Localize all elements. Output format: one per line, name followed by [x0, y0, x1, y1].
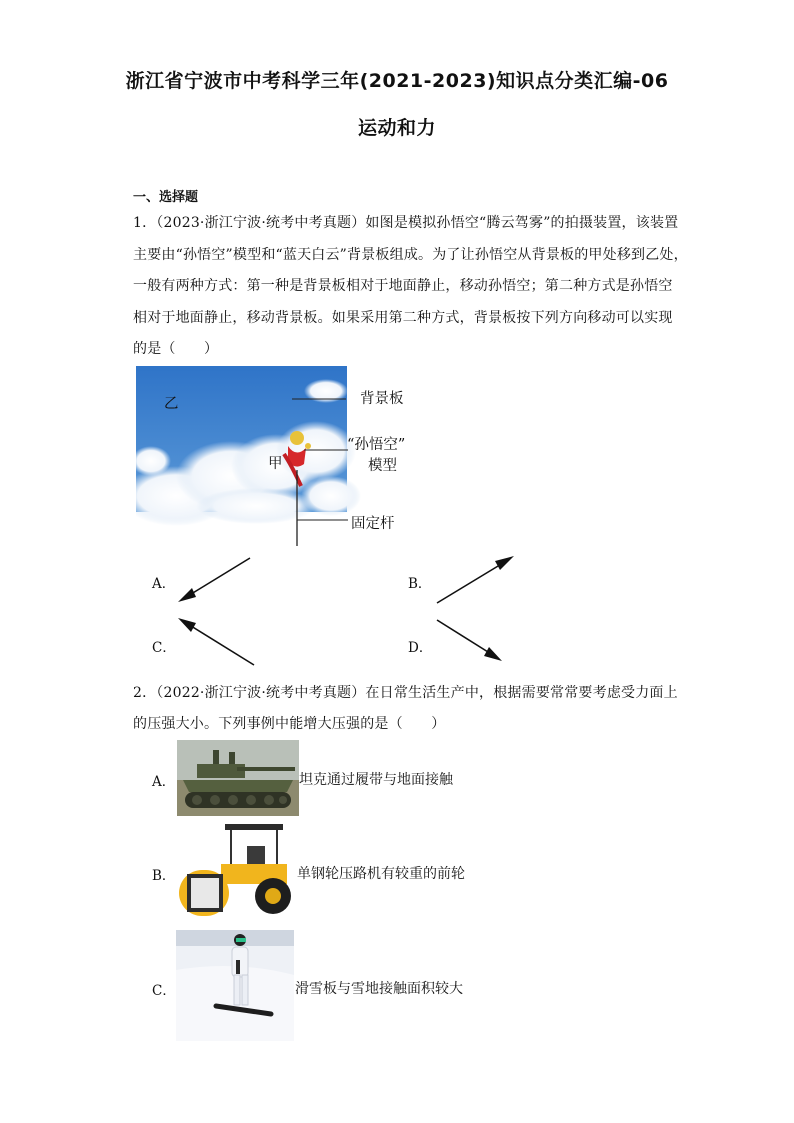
road-roller-photo [177, 822, 297, 920]
option-a-letter: A． [152, 774, 176, 790]
question-1-line: 1．（2023·浙江宁波·统考中考真题）如图是模拟孙悟空“腾云驾雾”的拍摄装置，该装置 [133, 215, 679, 231]
option-a-text: 坦克通过履带与地面接触 [299, 772, 453, 788]
document-title-line1: 浙江省宁波市中考科学三年(2021-2023)知识点分类汇编-06 [125, 70, 669, 92]
label-model-line1: “孙悟空” [347, 437, 406, 453]
document-title-line2: 运动和力 [357, 117, 436, 139]
question-1-line: 相对于地面静止，移动背景板。如果采用第二种方式，背景板按下列方向移动可以实现 [133, 310, 673, 326]
option-b-text: 单钢轮压路机有较重的前轮 [297, 866, 465, 882]
option-a-letter: A． [152, 576, 176, 592]
question-2-line: 2．（2022·浙江宁波·统考中考真题）在日常生活生产中，根据需要常常要考虑受力面上 [133, 685, 678, 701]
question-1-line: 的是（ ） [133, 341, 219, 357]
question-1-figure [136, 366, 436, 548]
option-b-letter: B． [152, 868, 176, 884]
label-model-line2: 模型 [368, 458, 397, 474]
option-d-letter: D． [408, 640, 433, 656]
option-c-arrow-up-left-icon[interactable] [170, 612, 260, 670]
option-d-arrow-down-right-icon[interactable] [432, 614, 512, 666]
label-background-board: 背景板 [360, 391, 404, 407]
snowboarder-photo [176, 930, 294, 1041]
label-fixed-rod: 固定杆 [351, 516, 395, 532]
question-1-line: 一般有两种方式：第一种是背景板相对于地面静止，移动孙悟空；第二种方式是孙悟空 [133, 278, 673, 294]
option-b-arrow-up-right-icon[interactable] [432, 550, 522, 608]
tank-photo [177, 740, 299, 816]
option-c-letter: C． [152, 640, 176, 656]
question-2-line: 的压强大小。下列事例中能增大压强的是（ ） [133, 716, 446, 732]
section-heading: 一、选择题 [133, 190, 199, 205]
option-c-letter: C． [152, 983, 176, 999]
label-jia: 甲 [268, 456, 283, 472]
option-a-arrow-down-left-icon[interactable] [170, 552, 260, 608]
option-c-text: 滑雪板与雪地接触面积较大 [295, 981, 463, 997]
label-yi: 乙 [164, 396, 179, 412]
question-1-line: 主要由“孙悟空”模型和“蓝天白云”背景板组成。为了让孙悟空从背景板的甲处移到乙处， [133, 247, 688, 263]
option-b-letter: B． [408, 576, 432, 592]
